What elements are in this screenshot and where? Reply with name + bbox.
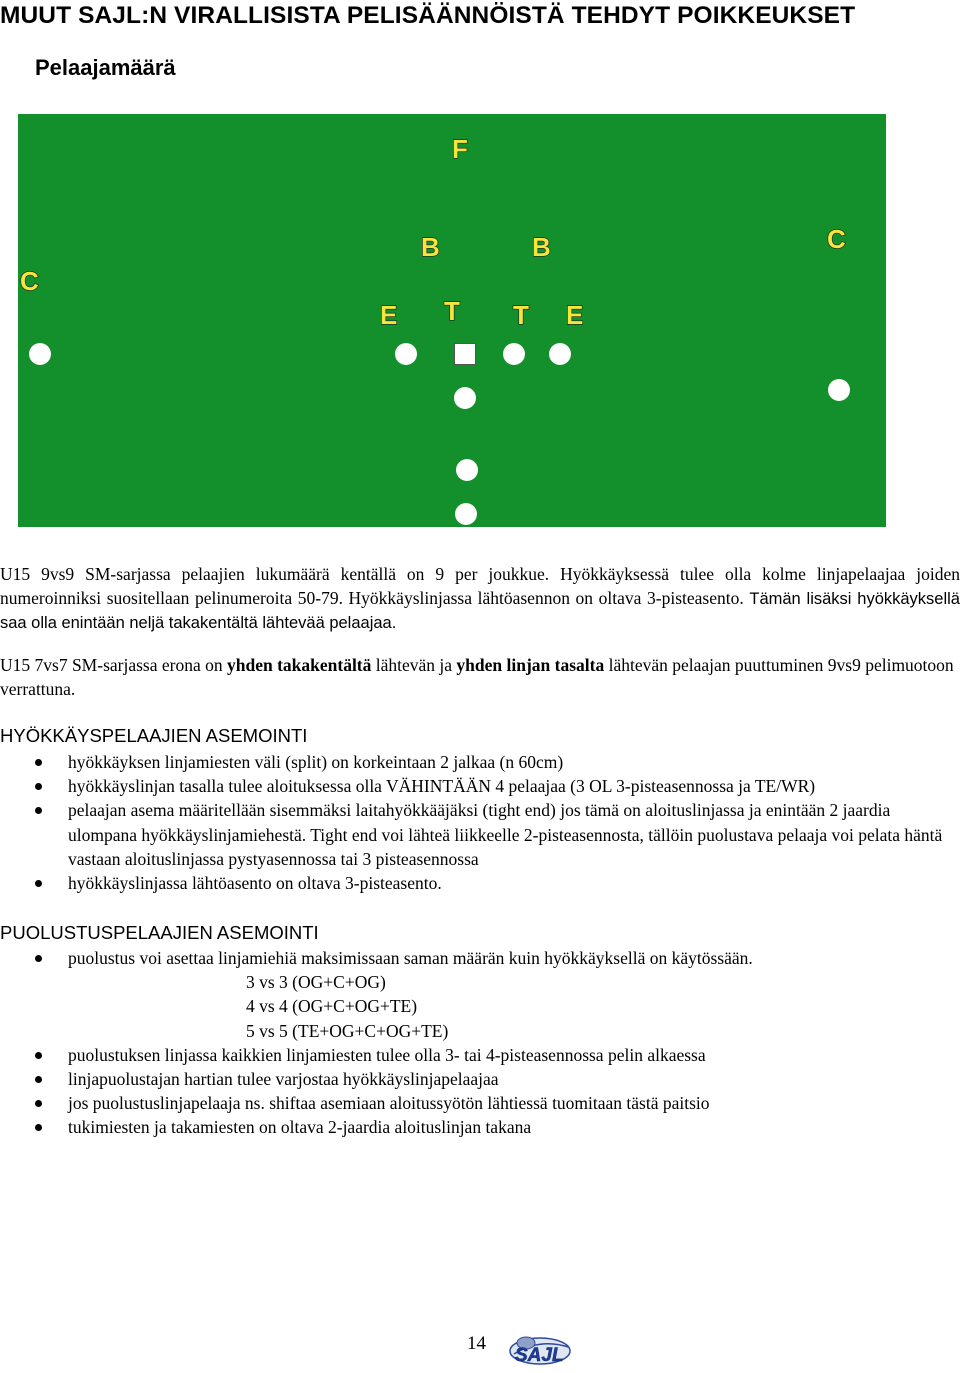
player-dot [455, 503, 477, 525]
defense-heading: PUOLUSTUSPELAAJIEN ASEMOINTI [0, 922, 319, 943]
label-b-left: B [421, 232, 440, 262]
defense-list [0, 946, 960, 1140]
page-title: MUUT SAJL:N VIRALLISISTA PELISÄÄNNÖISTÄ TEHDYT POIKKEUKSET [0, 2, 856, 29]
paragraph-7vs7: U15 7vs7 SM-sarjassa erona on yhden takakentältä lähtevän ja yhden linjan tasalta lähtevän pelaajan puuttuminen 9vs9 pelimuotoon verrattuna. [0, 655, 954, 699]
paragraph-9vs9: U15 9vs9 SM-sarjassa pelaajien lukumäärä kentällä on 9 per joukkue. Hyökkäyksessä tulee olla kolme linjapelaajaa joiden numeroinniksi suositellaan pelinumeroita 50-79. Hyökkäyslinjassa lähtöasennon on oltava 3-pisteasento. Tämän lisäksi hyökkäyksellä saa olla enintään neljä takakentältä lähtevää pelaajaa. [0, 564, 960, 633]
sajl-logo [506, 1332, 574, 1373]
logo-text: SAJL [515, 1345, 564, 1366]
sub-item: 4 vs 4 (OG+C+OG+TE) [246, 996, 418, 1017]
offense-list [0, 750, 960, 895]
player-dot [828, 379, 850, 401]
label-c-left: C [20, 266, 39, 296]
list-item: puolustus voi asettaa linjamiehiä maksimissaan saman määrän kuin hyökkäyksellä on käytössään. [0, 946, 960, 970]
label-e-right: E [566, 300, 584, 330]
section-subtitle: Pelaajamäärä [35, 55, 176, 80]
list-item: hyökkäyksen linjamiesten väli (split) on korkeintaan 2 jalkaa (n 60cm) [0, 750, 960, 774]
player-dot [395, 343, 417, 365]
list-item: linjapuolustajan hartian tulee varjostaa hyökkäyslinjapelaajaa [0, 1067, 960, 1091]
player-dot [29, 343, 51, 365]
offense-heading: HYÖKKÄYSPELAAJIEN ASEMOINTI [0, 725, 308, 746]
center-square [454, 343, 476, 365]
player-dot [549, 343, 571, 365]
label-t-right: T [513, 300, 529, 330]
label-e-left: E [380, 300, 398, 330]
list-item: tukimiesten ja takamiesten on oltava 2-jaardia aloituslinjan takana [0, 1115, 960, 1139]
page-number: 14 [467, 1333, 486, 1354]
label-c-right: C [827, 224, 846, 254]
player-dot [503, 343, 525, 365]
sub-item: 5 vs 5 (TE+OG+C+OG+TE) [246, 1020, 449, 1041]
player-dot [454, 387, 476, 409]
formation-diagram [18, 114, 886, 527]
player-dot [456, 459, 478, 481]
list-item: pelaajan asema määritellään sisemmäksi laitahyökkääjäksi (tight end) jos tämä on aloituslinjassa ja enintään 2 jaardia ulompana hyökkäyslinjamiehestä. Tight end voi lähteä liikkeelle 2-pisteasennosta, tällöin puolustava pelaaja voi pelata häntä vastaan aloituslinjassa pystyasennossa tai 3 pisteasennossa [0, 798, 960, 871]
sub-item: 3 vs 3 (OG+C+OG) [246, 972, 386, 993]
label-b-right: B [532, 232, 551, 262]
label-f: F [452, 134, 468, 164]
list-item: hyökkäyslinjan tasalla tulee aloituksessa olla VÄHINTÄÄN 4 pelaajaa (3 OL 3-pisteasennossa ja TE/WR) [0, 774, 960, 798]
list-item: hyökkäyslinjassa lähtöasento on oltava 3-pisteasento. [0, 871, 960, 895]
list-item: jos puolustuslinjapelaaja ns. shiftaa asemiaan aloitussyötön lähtiessä tuomitaan tästä paitsio [0, 1091, 960, 1115]
list-item: puolustuksen linjassa kaikkien linjamiesten tulee olla 3- tai 4-pisteasennossa pelin alkaessa [0, 1043, 960, 1067]
label-t-left: T [444, 296, 460, 326]
